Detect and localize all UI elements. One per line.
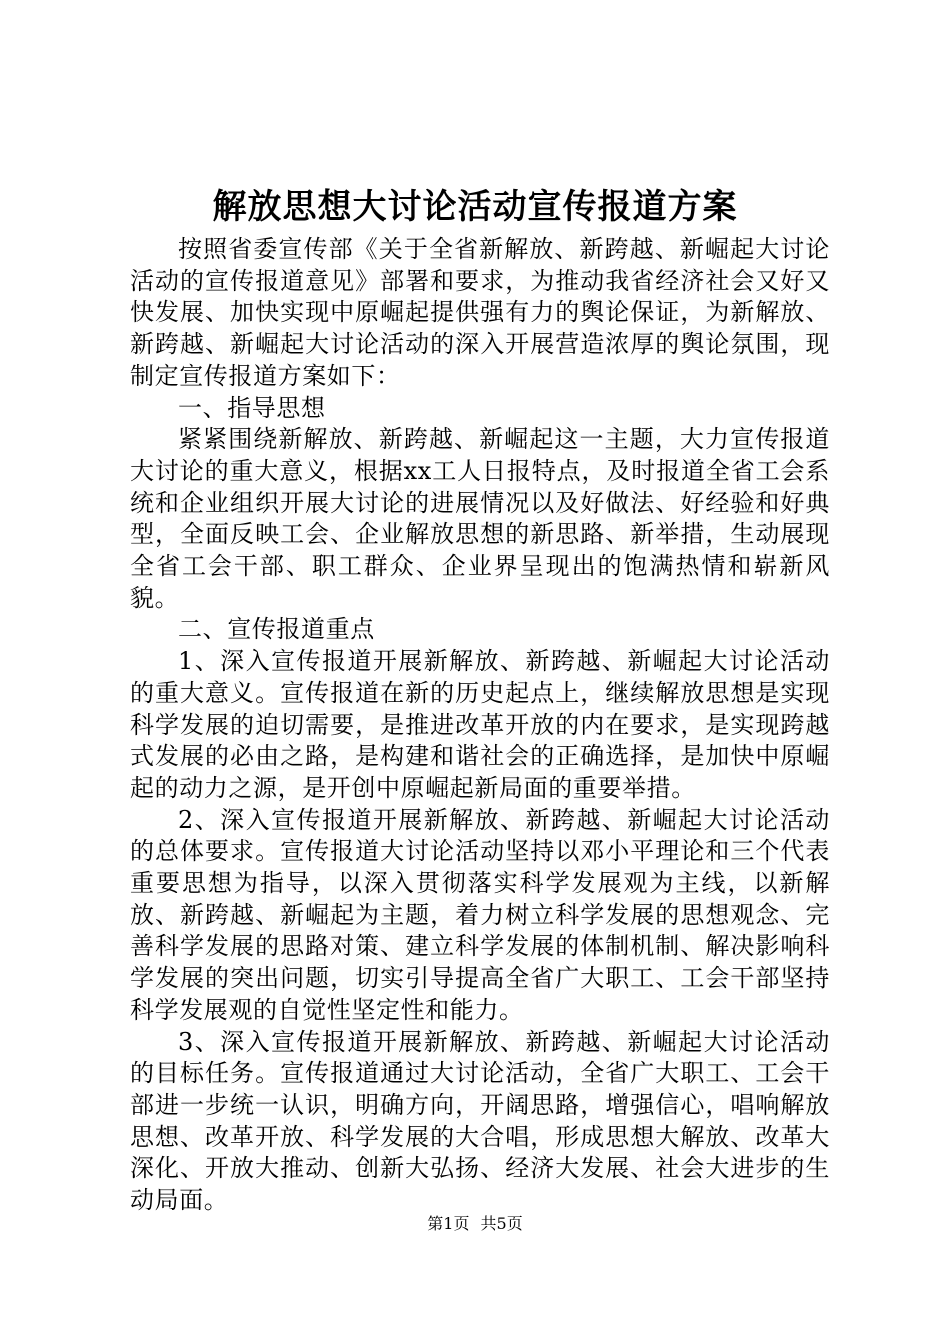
section-heading-reporting-focus: 二、宣传报道重点: [178, 615, 375, 644]
intro-paragraph: 按照省委宣传部《关于全省新解放、新跨越、新崛起大讨论活动的宣传报道意见》部署和要求，为推动我省经济社会又好又快发展、加快实现中原崛起提供强有力的舆论保证，为新解放、新跨越、新崛起大讨论活动的深入开展营造浓厚的舆论氛围，现制定宣传报道方案如下：: [130, 235, 830, 390]
document-body: [130, 234, 830, 1217]
focus-item-3-paragraph: 3、深入宣传报道开展新解放、新跨越、新崛起大讨论活动的目标任务。宣传报道通过大讨论活动，全省广大职工、工会干部进一步统一认识，明确方向，开阔思路，增强信心，唱响解放思想、改革开放、科学发展的大合唱，形成思想大解放、改革大深化、开放大推动、创新大弘扬、经济大发展、社会大进步的生动局面。: [130, 1027, 830, 1215]
page-total: 共5页: [480, 1214, 523, 1233]
page-number: 第1页: [427, 1214, 470, 1233]
focus-item-1-paragraph: 1、深入宣传报道开展新解放、新跨越、新崛起大讨论活动的重大意义。宣传报道在新的历史起点上，继续解放思想是实现科学发展的迫切需要，是推进改革开放的内在要求，是实现跨越式发展的必由之路，是构建和谐社会的正确选择，是加快中原崛起的动力之源，是开创中原崛起新局面的重要举措。: [130, 647, 830, 802]
focus-item-2-paragraph: 2、深入宣传报道开展新解放、新跨越、新崛起大讨论活动的总体要求。宣传报道大讨论活动坚持以邓小平理论和三个代表重要思想为指导，以深入贯彻落实科学发展观为主线，以新解放、新跨越、新崛起为主题，着力树立科学发展的思想观念、完善科学发展的思路对策、建立科学发展的体制机制、解决影响科学发展的突出问题，切实引导提高全省广大职工、工会干部坚持科学发展观的自觉性坚定性和能力。: [130, 805, 830, 1024]
page-footer: [0, 1212, 950, 1236]
section-heading-guiding-ideology: 一、指导思想: [178, 393, 326, 422]
document-title: 解放思想大讨论活动宣传报道方案: [212, 187, 738, 227]
guiding-ideology-paragraph: 紧紧围绕新解放、新跨越、新崛起这一主题，大力宣传报道大讨论的重大意义，根据xx工人日报特点，及时报道全省工会系统和企业组织开展大讨论的进展情况以及好做法、好经验和好典型，全面反映工会、企业解放思想的新思路、新举措，生动展现全省工会干部、职工群众、企业界呈现出的饱满热情和崭新风貌。: [130, 425, 830, 612]
